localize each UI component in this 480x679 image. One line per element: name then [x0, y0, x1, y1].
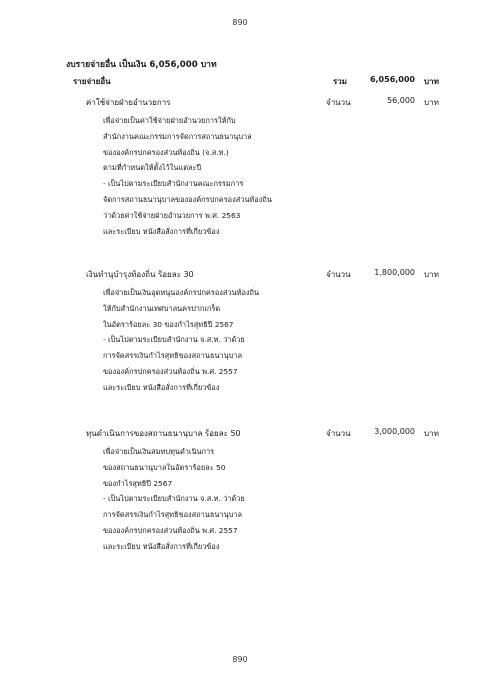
item-currency: บาท [424, 270, 439, 279]
description-line: ให้กับสำนักงานเทศบาลนครปากเกร็ด [103, 303, 221, 313]
description-line: การจัดสรรเงินกำไรสุทธิของสถานธนานุบาล [103, 351, 242, 361]
item-unit-label: จำนวน [326, 270, 351, 279]
description-line: เพื่อจ่ายเป็นค่าใช้จ่ายฝ่ายอำนวยการให้กับ [103, 116, 236, 125]
description-line: - เป็นไปตามระเบียบสำนักงานคณะกรรมการ [103, 179, 244, 189]
item-label: ทุนดำเนินการของสถานธนานุบาล ร้อยละ 50 [86, 429, 241, 438]
page-number-top: 890 [232, 18, 248, 27]
description-line: สำนักงานคณะกรรมการจัดการสถานธนานุบาล [103, 131, 252, 141]
description-line: - เป็นไปตามระเบียบสำนักงาน จ.ส.ท. ว่าด้วย [103, 335, 245, 345]
description-line: และระเบียบ หนังสือสั่งการที่เกี่ยวข้อง [103, 541, 220, 551]
item-amount: 3,000,000 [374, 427, 415, 436]
item-description [103, 285, 259, 396]
item-currency: บาท [424, 429, 439, 438]
description-line: เพื่อจ่ายเป็นเงินอุดหนุนองค์กรปกครองส่วนท้องถิ่น [103, 288, 260, 297]
description-line: และระเบียบ หนังสือสั่งการที่เกี่ยวข้อง [103, 382, 220, 392]
description-line: - เป็นไปตามระเบียบสำนักงาน จ.ส.ท. ว่าด้วย [103, 494, 245, 504]
item-currency: บาท [424, 98, 439, 107]
item-unit-label: จำนวน [326, 429, 351, 438]
description-line: การจัดสรรเงินกำไรสุทธิของสถานธนานุบาล [103, 510, 242, 520]
description-line: ขององค์กรปกครองส่วนท้องถิ่น พ.ศ. 2557 [103, 525, 238, 535]
total-currency: บาท [424, 77, 439, 86]
description-line: เพื่อจ่ายเป็นเงินสมทบทุนดำเนินการ [103, 447, 215, 456]
description-line: ตามที่กำหนดให้ตั้งไว้ในแต่ละปี [103, 163, 202, 173]
description-line: ของกำไรสุทธิปี 2567 [103, 478, 173, 488]
page-number-bottom: 890 [232, 655, 248, 664]
total-unit-label: รวม [333, 77, 348, 86]
item-label: เงินทำนุบำรุงท้องถิ่น ร้อยละ 30 [86, 270, 194, 279]
description-line: จัดการสถานธนานุบาลขององค์กรปกครองส่วนท้องถิ่น [103, 194, 272, 204]
item-unit-label: จำนวน [326, 98, 351, 107]
total-label: รายจ่ายอื่น [73, 77, 111, 86]
description-line: ว่าด้วยค่าใช้จ่ายฝ่ายอำนวยการ พ.ศ. 2563 [103, 210, 241, 220]
item-amount: 1,800,000 [374, 268, 415, 277]
description-line: ในอัตราร้อยละ 30 ของกำไรสุทธิปี 2567 [103, 319, 234, 329]
item-amount: 56,000 [387, 96, 415, 105]
item-description [103, 113, 272, 239]
description-line: ขององค์กรปกครองส่วนท้องถิ่น (จ.ส.ท.) [103, 147, 229, 157]
section-heading: งบรายจ่ายอื่น เป็นเงิน 6,056,000 บาท [66, 60, 217, 70]
item-label: ค่าใช้จ่ายฝ่ายอำนวยการ [86, 98, 171, 107]
description-line: และระเบียบ หนังสือสั่งการที่เกี่ยวข้อง [103, 226, 220, 236]
description-line: ของสถานธนานุบาลในอัตราร้อยละ 50 [103, 462, 226, 472]
item-description [103, 444, 245, 555]
total-amount: 6,056,000 [369, 75, 415, 84]
description-line: ขององค์กรปกครองส่วนท้องถิ่น พ.ศ. 2557 [103, 366, 238, 376]
